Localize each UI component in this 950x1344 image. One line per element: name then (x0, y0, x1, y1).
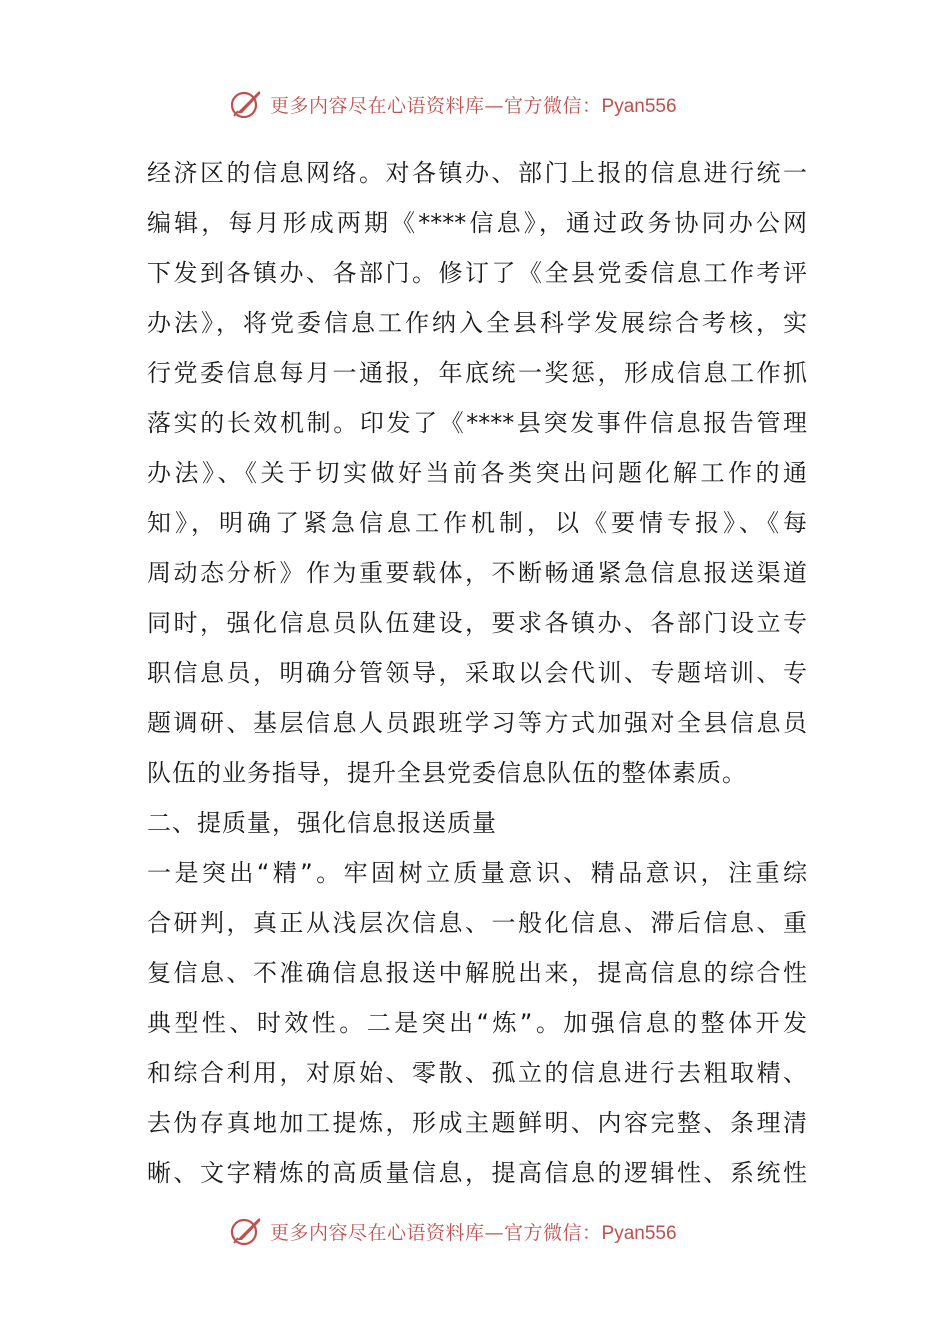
body-line: 一是突出“精”。牢固树立质量意识、精品意识，注重综 (147, 859, 807, 887)
body-line: 办法》，将党委信息工作纳入全县科学发展综合考核，实 (147, 309, 807, 337)
body-line: 职信息员，明确分管领导，采取以会代训、专题培训、专 (147, 659, 807, 687)
body-line: 队伍的业务指导，提升全县党委信息队伍的整体素质。 (147, 759, 747, 787)
body-line: 知》，明确了紧急信息工作机制，以《要情专报》、《每 (147, 509, 807, 537)
footer-banner-wechat-id: Pyan556 (601, 1222, 677, 1244)
header-banner-text (270, 91, 677, 118)
body-line: 落实的长效机制。印发了《****县突发事件信息报告管理 (147, 409, 807, 437)
quill-pen-circle-icon (228, 1213, 264, 1249)
header-banner-wechat-id: Pyan556 (601, 95, 677, 117)
body-line: 晰、文字精炼的高质量信息，提高信息的逻辑性、系统性 (147, 1159, 807, 1187)
body-line: 下发到各镇办、各部门。修订了《全县党委信息工作考评 (147, 259, 807, 287)
body-line: 经济区的信息网络。对各镇办、部门上报的信息进行统一 (147, 159, 807, 187)
body-line: 办法》、《关于切实做好当前各类突出问题化解工作的通 (147, 459, 807, 487)
header-banner (228, 84, 748, 124)
footer-banner-label: 更多内容尽在心语资料库—官方微信： (270, 1221, 602, 1244)
body-line: 同时，强化信息员队伍建设，要求各镇办、各部门设立专 (147, 609, 807, 637)
body-line: 周动态分析》作为重要载体，不断畅通紧急信息报送渠道 (147, 559, 807, 587)
body-line: 行党委信息每月一通报，年底统一奖惩，形成信息工作抓 (147, 359, 807, 387)
body-line: 合研判，真正从浅层次信息、一般化信息、滞后信息、重 (147, 909, 807, 937)
header-banner-label: 更多内容尽在心语资料库—官方微信： (270, 94, 602, 117)
footer-banner (228, 1211, 748, 1251)
document-body (147, 148, 807, 1198)
body-line: 编辑，每月形成两期《****信息》，通过政务协同办公网 (147, 209, 807, 237)
footer-banner-text (270, 1218, 677, 1245)
body-line: 题调研、基层信息人员跟班学习等方式加强对全县信息员 (147, 709, 807, 737)
body-line: 复信息、不准确信息报送中解脱出来，提高信息的综合性 (147, 959, 807, 987)
section-heading: 二、提质量，强化信息报送质量 (147, 809, 497, 837)
body-line: 和综合利用，对原始、零散、孤立的信息进行去粗取精、 (147, 1059, 807, 1087)
body-line: 去伪存真地加工提炼，形成主题鲜明、内容完整、条理清 (147, 1109, 807, 1137)
quill-pen-circle-icon (228, 86, 264, 122)
body-line: 典型性、时效性。二是突出“炼”。加强信息的整体开发 (147, 1009, 807, 1037)
